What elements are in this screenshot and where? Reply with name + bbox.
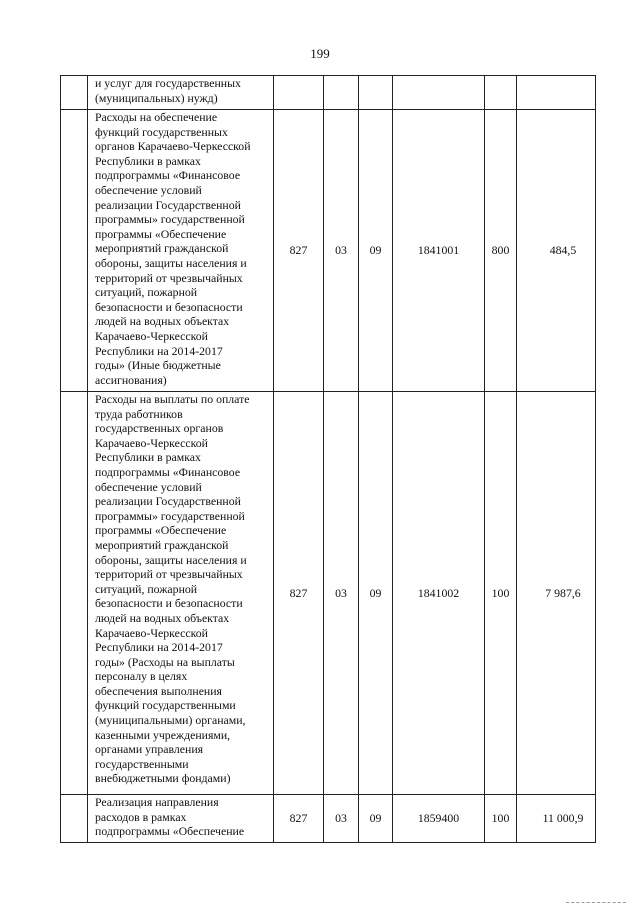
budget-table [60, 75, 596, 843]
amount-cell: 484,5 [517, 110, 596, 392]
table-row [61, 392, 596, 795]
ministry-code-cell: 827 [274, 392, 324, 795]
target-article-cell: 1841002 [393, 392, 485, 795]
table-row [61, 76, 596, 110]
expense-type-cell: 100 [485, 392, 517, 795]
expense-name-cell: и услуг для государственных (муниципальных) нужд) [88, 76, 274, 110]
amount-cell: 7 987,6 [517, 392, 596, 795]
ministry-code-cell: 827 [274, 795, 324, 843]
subsection-code-cell [359, 76, 393, 110]
blank-cell [61, 795, 88, 843]
blank-cell [61, 76, 88, 110]
target-article-cell: 1841001 [393, 110, 485, 392]
ministry-code-cell [274, 76, 324, 110]
section-code-cell: 03 [324, 392, 359, 795]
section-code-cell [324, 76, 359, 110]
expense-type-cell: 100 [485, 795, 517, 843]
scan-mark [566, 896, 626, 903]
expense-name-cell: Реализация направления расходов в рамках подпрограммы «Обеспечение [88, 795, 274, 843]
target-article-cell [393, 76, 485, 110]
subsection-code-cell: 09 [359, 110, 393, 392]
page-number: 199 [310, 46, 330, 61]
blank-cell [61, 110, 88, 392]
table-row [61, 110, 596, 392]
table-row [61, 795, 596, 843]
ministry-code-cell: 827 [274, 110, 324, 392]
expense-name-cell: Расходы на выплаты по оплате труда работников государственных органов Карачаево-Черкесской Республики в рамках подпрограммы «Финансовое обеспечение условий реализации Государственной программы» государственной программы «Обеспечение мероприятий гражданской обороны, защиты населения и территорий от чрезвычайных ситуаций, пожарной безопасности и безопасности людей на водных объектах Карачаево-Черкесской Республики на 2014-2017 годы» (Расходы на выплаты персоналу в целях обеспечения выполнения функций государственными (муниципальными) органами, казенными учреждениями, органами управления государственными внебюджетными фондами) [88, 392, 274, 795]
section-code-cell: 03 [324, 795, 359, 843]
expense-name-cell: Расходы на обеспечение функций государственных органов Карачаево-Черкесской Республики в рамках подпрограммы «Финансовое обеспечение условий реализации Государственной программы» государственной программы «Обеспечение мероприятий гражданской обороны, защиты населения и территорий от чрезвычайных ситуаций, пожарной безопасности и безопасности людей на водных объектах Карачаево-Черкесской Республики на 2014-2017 годы» (Иные бюджетные ассигнования) [88, 110, 274, 392]
expense-type-cell [485, 76, 517, 110]
section-code-cell: 03 [324, 110, 359, 392]
subsection-code-cell: 09 [359, 392, 393, 795]
subsection-code-cell: 09 [359, 795, 393, 843]
target-article-cell: 1859400 [393, 795, 485, 843]
expense-type-cell: 800 [485, 110, 517, 392]
blank-cell [61, 392, 88, 795]
amount-cell [517, 76, 596, 110]
amount-cell: 11 000,9 [517, 795, 596, 843]
